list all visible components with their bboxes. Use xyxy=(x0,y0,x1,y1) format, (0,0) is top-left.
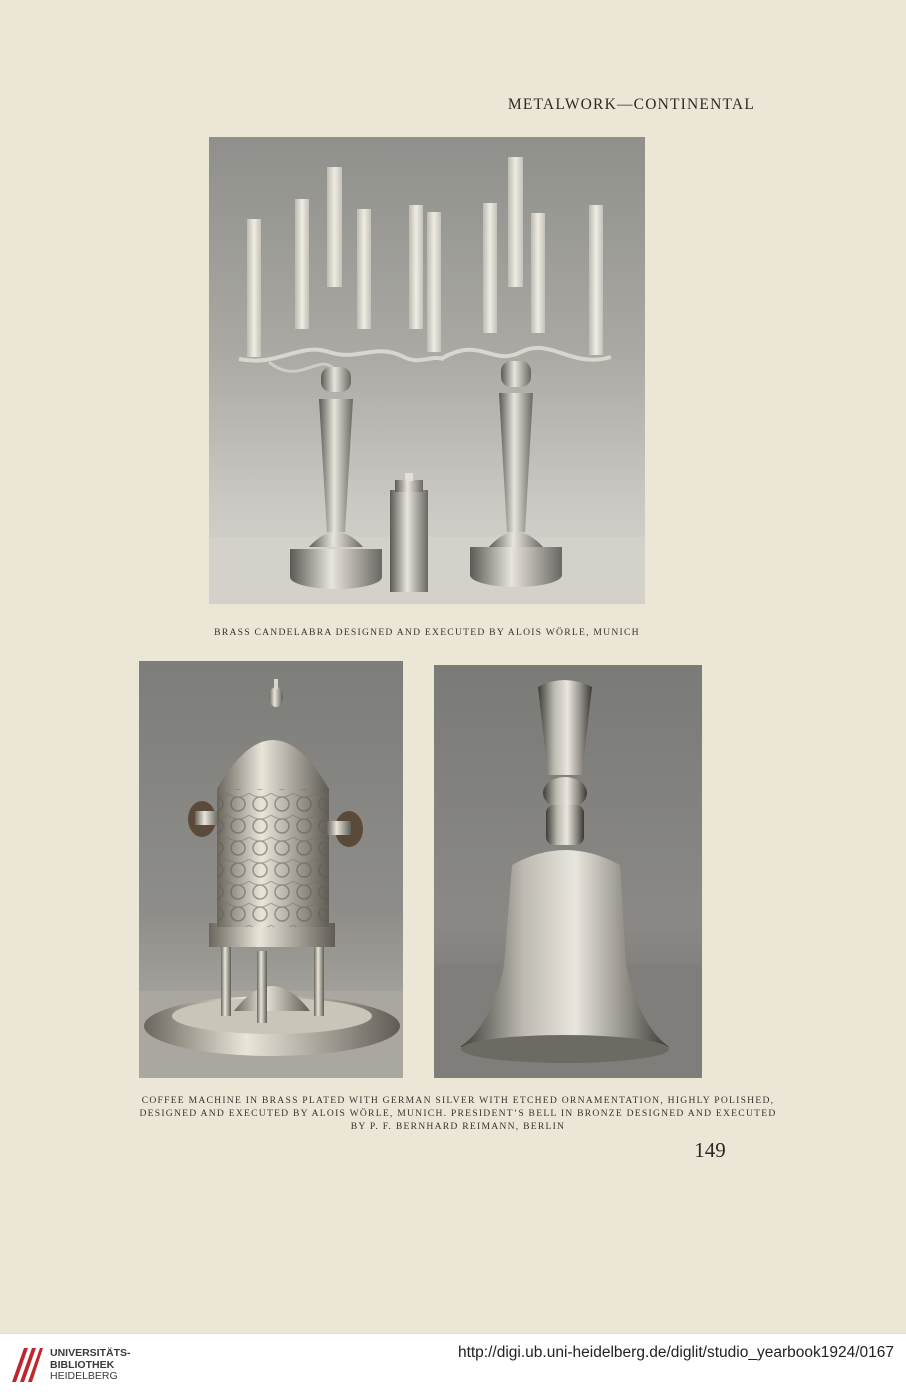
candelabra-caption: BRASS CANDELABRA DESIGNED AND EXECUTED BY ALOIS WÖRLE, MUNICH xyxy=(214,627,640,638)
running-head: METALWORK—CONTINENTAL xyxy=(507,96,755,113)
page-number: 149 xyxy=(694,1138,726,1162)
coffee-bell-caption xyxy=(80,1094,836,1133)
logo-line: HEIDELBERG xyxy=(50,1370,118,1382)
caption-line: COFFEE MACHINE IN BRASS PLATED WITH GERMAN SILVER WITH ETCHED ORNAMENTATION, HIGHLY POLISHED, xyxy=(141,1095,775,1106)
library-logo-icon xyxy=(10,1346,44,1384)
caption-line: DESIGNED AND EXECUTED BY ALOIS WÖRLE, MUNICH. PRESIDENT’S BELL IN BRONZE DESIGNED AND EXECUTED xyxy=(139,1108,777,1119)
candelabra-photo xyxy=(209,137,645,604)
library-logo-text xyxy=(50,1348,131,1383)
caption-line: BY P. F. BERNHARD REIMANN, BERLIN xyxy=(350,1121,566,1132)
bell-photo xyxy=(434,665,702,1078)
coffee-machine-photo xyxy=(139,661,403,1078)
logo-line: BIBLIOTHEK xyxy=(50,1358,115,1371)
logo-line: UNIVERSITÄTS- xyxy=(50,1347,131,1359)
permalink-url[interactable]: http://digi.ub.uni-heidelberg.de/diglit/studio_yearbook1924/0167 xyxy=(457,1344,894,1361)
footer-bar xyxy=(0,1333,906,1399)
